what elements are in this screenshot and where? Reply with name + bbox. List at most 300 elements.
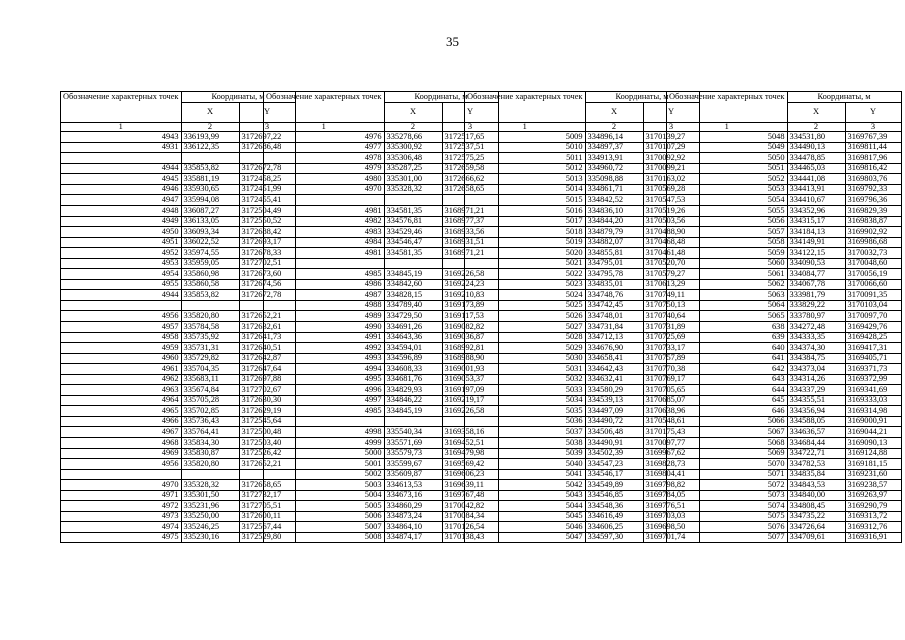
table-row <box>667 427 902 438</box>
y-coordinate: 3170092,92 <box>643 153 699 164</box>
y-coordinate: 3169333,03 <box>845 395 901 406</box>
table-row <box>465 205 700 216</box>
column-number: 2 <box>384 122 442 132</box>
table-row <box>61 311 296 322</box>
table-row <box>61 364 296 375</box>
point-designation-header: Обозначение характерных точек <box>264 92 385 123</box>
x-coordinate: 334842,60 <box>384 279 442 290</box>
point-number: 4968 <box>61 438 182 449</box>
y-coordinate: 3172702,51 <box>239 258 295 269</box>
point-number: 5002 <box>264 469 385 480</box>
y-coordinate: 3172529,80 <box>239 532 295 543</box>
table-row <box>61 269 296 280</box>
x-coordinate: 334873,24 <box>384 511 442 522</box>
x-coordinate: 336122,35 <box>181 142 239 153</box>
point-number: 4999 <box>264 438 385 449</box>
table-row <box>465 332 700 343</box>
table-row <box>61 416 296 427</box>
table-row <box>264 374 499 385</box>
y-coordinate: 3169798,82 <box>643 480 699 491</box>
table-row <box>61 279 296 290</box>
y-coordinate: 3170097,70 <box>845 311 901 322</box>
point-number: 4944 <box>61 163 182 174</box>
x-coordinate: 334539,13 <box>585 395 643 406</box>
y-coordinate: 3172641,73 <box>239 332 295 343</box>
table-row <box>264 385 499 396</box>
point-number: 4995 <box>264 374 385 385</box>
point-number: 642 <box>667 364 788 375</box>
point-number: 5001 <box>264 459 385 470</box>
point-number: 4949 <box>61 216 182 227</box>
table-row <box>61 353 296 364</box>
point-number: 5024 <box>465 290 586 301</box>
y-coordinate: 3170163,02 <box>643 174 699 185</box>
x-coordinate: 334373,04 <box>787 364 845 375</box>
x-coordinate: 334597,30 <box>585 532 643 543</box>
table-row <box>61 142 296 153</box>
x-coordinate: 334588,05 <box>787 416 845 427</box>
point-number: 4984 <box>264 237 385 248</box>
point-number: 5048 <box>667 132 788 143</box>
table-row <box>465 269 700 280</box>
point-number: 5038 <box>465 438 586 449</box>
x-coordinate: 335735,92 <box>181 332 239 343</box>
x-coordinate: 335540,34 <box>384 427 442 438</box>
y-coordinate: 3169703,03 <box>643 511 699 522</box>
table-row <box>264 142 499 153</box>
table-row <box>465 343 700 354</box>
x-coordinate: 335301,50 <box>181 490 239 501</box>
x-coordinate <box>384 258 442 269</box>
point-number: 4948 <box>61 205 182 216</box>
coordinates-table-3 <box>464 91 700 543</box>
y-coordinate: 3170032,73 <box>845 248 901 259</box>
table-row <box>264 153 499 164</box>
y-coordinate: 3169210,83 <box>442 290 498 301</box>
y-coordinate: 3170097,77 <box>643 438 699 449</box>
y-coordinate: 3172702,67 <box>239 385 295 396</box>
x-coordinate: 335729,82 <box>181 353 239 364</box>
point-number: 5009 <box>465 132 586 143</box>
y-coordinate: 3170099,21 <box>643 163 699 174</box>
point-number: 4990 <box>264 321 385 332</box>
table-row <box>667 216 902 227</box>
table-row <box>61 522 296 533</box>
y-coordinate: 3169117,53 <box>442 311 498 322</box>
x-coordinate: 334835,84 <box>787 469 845 480</box>
point-number: 4971 <box>61 490 182 501</box>
point-number: 5061 <box>667 269 788 280</box>
table-row <box>667 406 902 417</box>
x-coordinate: 334333,35 <box>787 332 845 343</box>
table-row <box>667 332 902 343</box>
x-coordinate: 334874,17 <box>384 532 442 543</box>
table-row <box>61 448 296 459</box>
y-coordinate: 3172693,17 <box>239 237 295 248</box>
point-number: 4970 <box>61 480 182 491</box>
column-number: 2 <box>181 122 239 132</box>
x-coordinate: 334490,91 <box>585 438 643 449</box>
point-number: 5007 <box>264 522 385 533</box>
x-coordinate: 335705,28 <box>181 395 239 406</box>
point-number: 5050 <box>667 153 788 164</box>
table-row <box>465 184 700 195</box>
x-coordinate: 334548,36 <box>585 501 643 512</box>
column-number: 2 <box>585 122 643 132</box>
table-row <box>61 258 296 269</box>
point-number: 4987 <box>264 290 385 301</box>
y-coordinate: 3169817,96 <box>845 153 901 164</box>
y-coordinate: 3170056,19 <box>845 269 901 280</box>
table-row <box>465 237 700 248</box>
x-coordinate: 334594,01 <box>384 343 442 354</box>
table-row <box>61 469 296 480</box>
point-number: 4997 <box>264 395 385 406</box>
y-coordinate: 3172526,42 <box>239 448 295 459</box>
x-coordinate: 335820,80 <box>181 311 239 322</box>
table-row <box>61 332 296 343</box>
table-row <box>264 279 499 290</box>
x-coordinate <box>384 195 442 206</box>
table-row <box>61 216 296 227</box>
point-number: 5026 <box>465 311 586 322</box>
table-row <box>264 216 499 227</box>
table-row <box>264 290 499 301</box>
table-row <box>264 511 499 522</box>
table-row <box>465 279 700 290</box>
table-row <box>264 311 499 322</box>
table-row <box>667 374 902 385</box>
table-row <box>465 153 700 164</box>
y-coordinate: 3169428,25 <box>845 332 901 343</box>
x-coordinate: 334546,85 <box>585 490 643 501</box>
x-coordinate: 334632,41 <box>585 374 643 385</box>
table-row <box>264 364 499 375</box>
x-coordinate: 335853,82 <box>181 163 239 174</box>
y-coordinate: 3172458,25 <box>239 174 295 185</box>
y-coordinate: 3169417,31 <box>845 343 901 354</box>
y-coordinate: 3170750,13 <box>643 300 699 311</box>
table-row <box>667 459 902 470</box>
point-number <box>61 300 182 311</box>
table-row <box>667 174 902 185</box>
y-coordinate: 3169090,13 <box>845 438 901 449</box>
point-number: 4946 <box>61 184 182 195</box>
table-row <box>667 511 902 522</box>
x-coordinate: 334843,53 <box>787 480 845 491</box>
y-coordinate: 3170547,53 <box>643 195 699 206</box>
column-number: 2 <box>787 122 845 132</box>
table-row <box>61 237 296 248</box>
table-row <box>264 522 499 533</box>
point-number: 5005 <box>264 501 385 512</box>
x-coordinate <box>181 153 239 164</box>
x-coordinate: 334808,45 <box>787 501 845 512</box>
point-number: 4958 <box>61 332 182 343</box>
x-coordinate: 335834,30 <box>181 438 239 449</box>
y-coordinate: 3169902,92 <box>845 227 901 238</box>
x-coordinate: 335820,80 <box>181 459 239 470</box>
y-coordinate: 3172686,48 <box>239 142 295 153</box>
x-coordinate: 334596,89 <box>384 353 442 364</box>
coordinates-table-4 <box>666 91 902 543</box>
y-coordinate: 3170705,65 <box>643 385 699 396</box>
table-row <box>264 490 499 501</box>
point-number: 5027 <box>465 321 586 332</box>
x-coordinate: 335300,92 <box>384 142 442 153</box>
x-coordinate: 334676,90 <box>585 343 643 354</box>
x-coordinate: 334502,39 <box>585 448 643 459</box>
y-coordinate: 3169226,58 <box>442 406 498 417</box>
y-coordinate: 3172652,21 <box>239 459 295 470</box>
table-row <box>61 438 296 449</box>
point-number: 4986 <box>264 279 385 290</box>
table-row <box>667 195 902 206</box>
point-number: 5020 <box>465 248 586 259</box>
point-number: 640 <box>667 343 788 354</box>
y-coordinate: 3169569,42 <box>442 459 498 470</box>
point-number: 5046 <box>465 522 586 533</box>
x-coordinate: 335301,00 <box>384 174 442 185</box>
point-number: 4996 <box>264 385 385 396</box>
point-number: 4983 <box>264 227 385 238</box>
table-row <box>465 480 700 491</box>
y-coordinate: 3169776,51 <box>643 501 699 512</box>
table-row <box>667 501 902 512</box>
point-number: 5059 <box>667 248 788 259</box>
x-coordinate: 334643,36 <box>384 332 442 343</box>
table-row <box>465 364 700 375</box>
x-coordinate: 335571,69 <box>384 438 442 449</box>
x-coordinate: 334184,13 <box>787 227 845 238</box>
table-row <box>667 395 902 406</box>
y-coordinate: 3172455,41 <box>239 195 295 206</box>
table-row <box>264 406 499 417</box>
table-row <box>61 195 296 206</box>
y-coordinate: 3172503,40 <box>239 438 295 449</box>
y-coordinate: 3169181,15 <box>845 459 901 470</box>
table-row <box>264 321 499 332</box>
x-coordinate: 334315,17 <box>787 216 845 227</box>
x-coordinate: 334580,29 <box>585 385 643 396</box>
x-coordinate: 334860,29 <box>384 501 442 512</box>
x-coordinate: 334149,91 <box>787 237 845 248</box>
x-coordinate: 334829,93 <box>384 385 442 396</box>
y-coordinate: 3170468,48 <box>643 237 699 248</box>
x-coordinate: 335704,35 <box>181 364 239 375</box>
y-coordinate: 3172652,21 <box>239 311 295 322</box>
table-row <box>465 227 700 238</box>
table-row <box>667 184 902 195</box>
point-number: 4961 <box>61 364 182 375</box>
point-designation-header: Обозначение характерных точек <box>667 92 788 123</box>
point-number: 4970 <box>264 184 385 195</box>
table-row <box>465 459 700 470</box>
y-coordinate: 3172504,49 <box>239 205 295 216</box>
point-number: 4976 <box>264 132 385 143</box>
y-coordinate: 3170685,07 <box>643 395 699 406</box>
table-row <box>667 480 902 491</box>
y-coordinate: 3169372,99 <box>845 374 901 385</box>
table-row <box>264 459 499 470</box>
x-coordinate: 335994,08 <box>181 195 239 206</box>
point-number: 5042 <box>465 480 586 491</box>
y-coordinate: 3168971,21 <box>442 205 498 216</box>
x-coordinate: 335287,25 <box>384 163 442 174</box>
y-coordinate: 3172600,11 <box>239 511 295 522</box>
x-coordinate: 335328,32 <box>181 480 239 491</box>
point-number: 5057 <box>667 227 788 238</box>
table-row <box>264 163 499 174</box>
point-number: 5075 <box>667 511 788 522</box>
point-number <box>264 195 385 206</box>
y-coordinate: 3172451,99 <box>239 184 295 195</box>
x-coordinate: 334913,91 <box>585 153 643 164</box>
point-designation-header: Обозначение характерных точек <box>465 92 586 123</box>
x-coordinate: 334846,22 <box>384 395 442 406</box>
point-number: 4989 <box>264 311 385 322</box>
point-number: 5015 <box>465 195 586 206</box>
table-row <box>667 227 902 238</box>
x-coordinate: 335250,00 <box>181 511 239 522</box>
y-coordinate: 3169767,48 <box>442 490 498 501</box>
x-coordinate: 335674,84 <box>181 385 239 396</box>
table-row <box>667 290 902 301</box>
y-coordinate: 3169313,72 <box>845 511 901 522</box>
y-coordinate: 3172642,87 <box>239 353 295 364</box>
point-number: 5070 <box>667 459 788 470</box>
x-coordinate: 334742,45 <box>585 300 643 311</box>
table-row <box>465 490 700 501</box>
y-coordinate: 3169312,76 <box>845 522 901 533</box>
point-number: 4964 <box>61 395 182 406</box>
table-row <box>465 163 700 174</box>
x-coordinate: 334337,29 <box>787 385 845 396</box>
x-coordinate: 334748,01 <box>585 311 643 322</box>
x-coordinate: 334748,76 <box>585 290 643 301</box>
x-coordinate: 336087,27 <box>181 205 239 216</box>
point-number: 5006 <box>264 511 385 522</box>
x-coordinate: 334613,53 <box>384 480 442 491</box>
x-coordinate: 334642,43 <box>585 364 643 375</box>
table-row <box>61 227 296 238</box>
x-coordinate: 335736,43 <box>181 416 239 427</box>
y-coordinate: 3169371,73 <box>845 364 901 375</box>
x-coordinate: 334691,26 <box>384 321 442 332</box>
y-coordinate: 3170503,56 <box>643 216 699 227</box>
table-row <box>264 205 499 216</box>
point-number: 5030 <box>465 353 586 364</box>
x-coordinate: 335306,48 <box>384 153 442 164</box>
x-coordinate: 334897,37 <box>585 142 643 153</box>
table-row <box>264 395 499 406</box>
x-coordinate: 334478,85 <box>787 153 845 164</box>
table-row <box>61 480 296 491</box>
y-coordinate: 3169036,87 <box>442 332 498 343</box>
table-row <box>465 522 700 533</box>
point-number: 5022 <box>465 269 586 280</box>
point-number: 5053 <box>667 184 788 195</box>
point-number: 5040 <box>465 459 586 470</box>
x-coordinate: 335609,87 <box>384 469 442 480</box>
x-coordinate: 334882,07 <box>585 237 643 248</box>
point-number: 4998 <box>264 427 385 438</box>
point-number: 4962 <box>61 374 182 385</box>
x-coordinate: 335784,58 <box>181 321 239 332</box>
point-number: 5028 <box>465 332 586 343</box>
y-coordinate: 3169173,89 <box>442 300 498 311</box>
x-coordinate: 334684,44 <box>787 438 845 449</box>
table-row <box>264 343 499 354</box>
point-number: 4974 <box>61 522 182 533</box>
point-number: 5066 <box>667 416 788 427</box>
x-coordinate: 333981,79 <box>787 290 845 301</box>
column-number: 3 <box>442 122 498 132</box>
table-row <box>61 427 296 438</box>
table-row <box>61 490 296 501</box>
x-coordinate: 334729,50 <box>384 311 442 322</box>
y-coordinate: 3169479,98 <box>442 448 498 459</box>
point-number: 5013 <box>465 174 586 185</box>
coordinates-table-1 <box>60 91 296 543</box>
table-row <box>465 353 700 364</box>
x-coordinate: 334272,48 <box>787 321 845 332</box>
y-coordinate: 3170548,61 <box>643 416 699 427</box>
point-number: 5017 <box>465 216 586 227</box>
x-coordinate: 334735,22 <box>787 511 845 522</box>
point-number: 4931 <box>61 142 182 153</box>
point-number: 4963 <box>61 385 182 396</box>
point-number: 4943 <box>61 132 182 143</box>
y-coordinate: 3170091,35 <box>845 290 901 301</box>
table-row <box>61 174 296 185</box>
x-coordinate: 334374,30 <box>787 343 845 354</box>
y-coordinate: 3172688,42 <box>239 227 295 238</box>
table-row <box>264 501 499 512</box>
x-coordinate: 333780,97 <box>787 311 845 322</box>
point-number: 5032 <box>465 374 586 385</box>
y-coordinate: 3172658,65 <box>239 480 295 491</box>
y-coordinate: 3172659,58 <box>442 163 498 174</box>
point-number: 5052 <box>667 174 788 185</box>
point-number <box>61 469 182 480</box>
point-number: 4960 <box>61 353 182 364</box>
x-coordinate: 334576,81 <box>384 216 442 227</box>
y-coordinate: 3172697,22 <box>239 132 295 143</box>
table-row <box>667 343 902 354</box>
table-row <box>61 290 296 301</box>
y-coordinate: 3172550,52 <box>239 216 295 227</box>
table-row <box>667 522 902 533</box>
point-number: 5063 <box>667 290 788 301</box>
x-coordinate: 334616,49 <box>585 511 643 522</box>
table-row <box>667 490 902 501</box>
y-coordinate: 3168988,90 <box>442 353 498 364</box>
column-number: 3 <box>643 122 699 132</box>
x-coordinate: 334896,14 <box>585 132 643 143</box>
y-coordinate: 3169639,11 <box>442 480 498 491</box>
point-number: 4956 <box>61 311 182 322</box>
x-coordinate: 334356,94 <box>787 406 845 417</box>
table-row <box>465 258 700 269</box>
x-coordinate <box>181 469 239 480</box>
x-coordinate: 334845,19 <box>384 269 442 280</box>
x-coordinate: 334581,35 <box>384 205 442 216</box>
table-row <box>264 427 499 438</box>
x-coordinate <box>384 416 442 427</box>
table-row <box>667 448 902 459</box>
point-number: 4992 <box>264 343 385 354</box>
